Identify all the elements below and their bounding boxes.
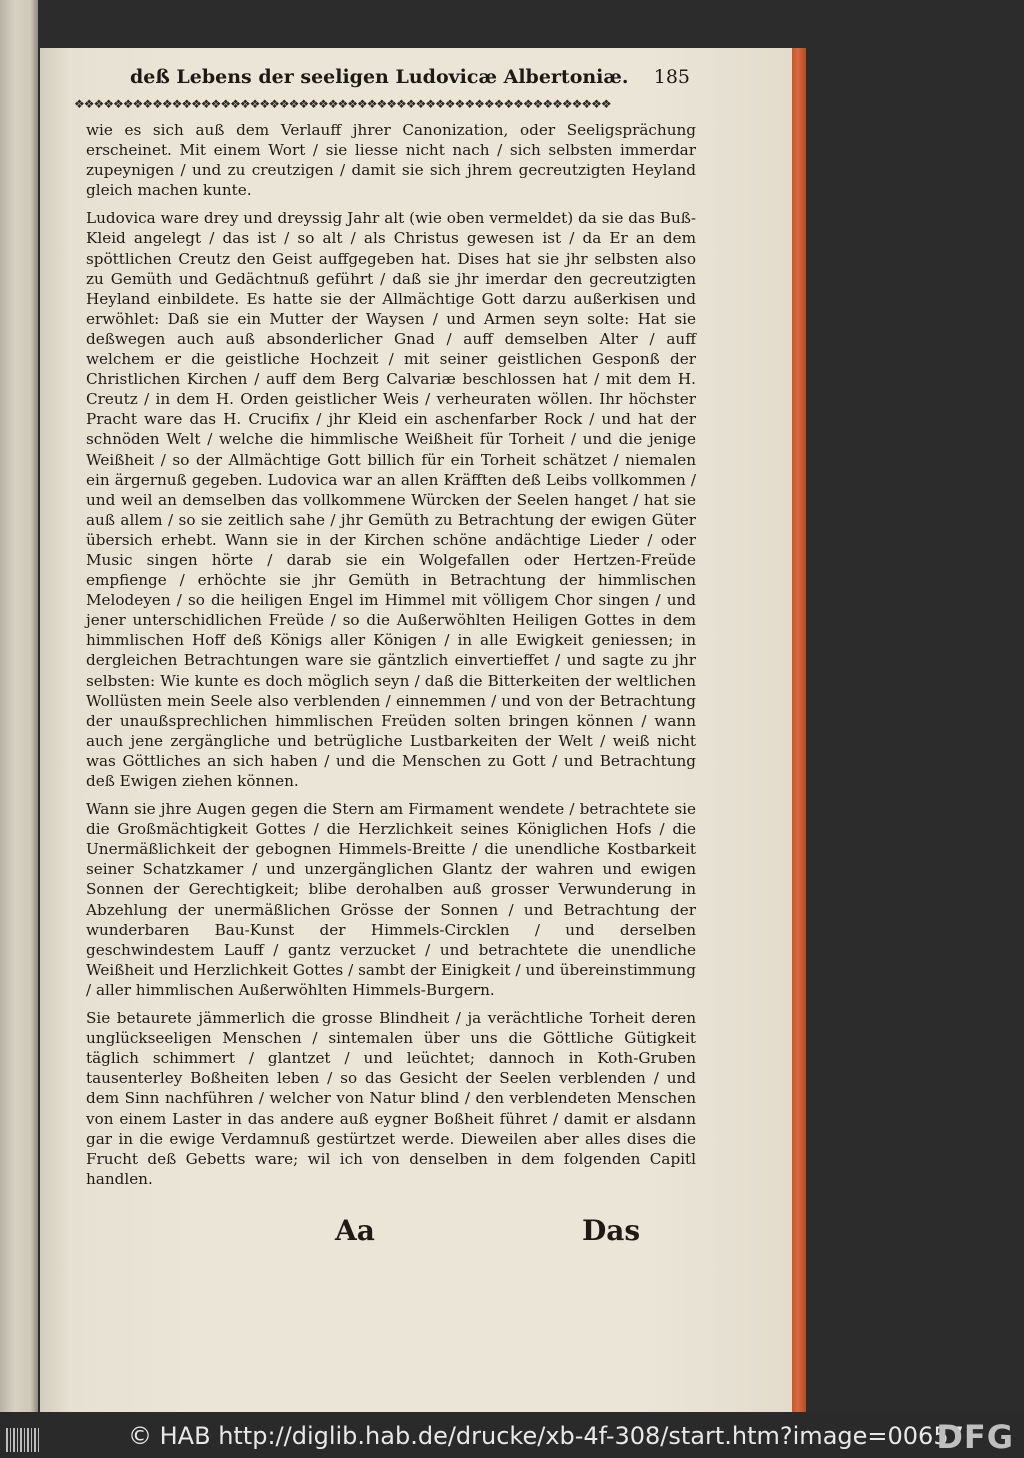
- paragraph: Wann sie jhre Augen gegen die Stern am Firmament wendete / betrachtete sie die Großmächtigkeit Gottes / die Herzlichkeit seines Königlichen Hofs / die Unermäßlichkeit der gebognen Himmels-Breitte / die unendliche Kostbarkeit seiner Schatzkamer / und unzergänglichen Glantz der wahren und ewigen Sonnen der Gerechtigkeit; blibe derohalben auß grosser Verwunderung in Abzehlung der unermäßlichen Grösse der Sonnen / und Betrachtung der wunderbaren Bau-Kunst der Himmels-Circklen / und derselben geschwindestem Lauff / gantz verzucket / und betrachtete die unendliche Weißheit und Herzlichkeit Gottes / sambt der Einigkeit / und übereinstimmung / aller himmlischen Außerwöhlten Himmels-Burgern.: [86, 800, 696, 999]
- body-text: [86, 120, 696, 1197]
- signature-mark: Aa: [335, 1214, 375, 1247]
- viewer-footer: [0, 1412, 1024, 1458]
- barcode-icon: [6, 1428, 40, 1452]
- catchword: Das: [582, 1214, 641, 1247]
- paragraph: Ludovica ware drey und dreyssig Jahr alt (wie oben vermeldet) da sie das Buß-Kleid angelegt / das ist / so alt / als Christus gewesen ist / da Er an dem spöttlichen Creutz den Geist auffgegeben hat. Dises hat sie jhr selbsten also zu Gemüth und Gedächtnuß geführt / daß sie jhr imerdar den gecreutzigten Heyland einbildete. Es hatte sie der Allmächtige Gott darzu außerkisen und erwöhlet: Daß sie ein Mutter der Waysen / und Armen seyn solte: Hat sie deßwegen auch auß absonderlicher Gnad / auff demselben Alter / auff welchem er die geistliche Hochzeit / mit seiner geistlichen Gesponß der Christlichen Kirchen / auff dem Berg Calvariæ beschlossen hat / mit dem H. Creutz / in dem H. Orden geistlicher Weis / verheuraten wöllen. Ihr höchster Pracht ware das H. Crucifix / jhr Kleid ein aschenfarber Rock / und hat der schnöden Welt / welche die himmlische Weißheit für Torheit / und die jenige Weißheit / so der Allmächtige Gott billich für ein Torheit schätzet / niemalen ein ärgernuß gegeben. Ludovica war an allen Kräfften deß Leibs vollkommen / und weil an demselben das vollkommene Würcken der Seelen hanget / hat sie auß allem / so sie zeitlich sahe / jhr Gemüth zu Betrachtung der ewigen Güter übersich erhebt. Wann sie in der Kirchen schöne andächtige Lieder / oder Music singen hörte / darab sie ein Wolgefallen oder Hertzen-Freüde empfienge / erhöchte sie jhr Gemüth in Betrachtung der himmlischen Melodeyen / so die heiligen Engel im Himmel mit völligem Chor singen / und jener unterschidlichen Freüde / so die Außerwöhlten Heiligen Gottes in dem himmlischen Hoff deß Königs aller Königen / in alle Ewigkeit geniessen; in dergleichen Betrachtungen ware sie gäntzlich einvertieffet / und sagte zu jhr selbsten: Wie kunte es doch möglich seyn / daß die Bitterkeiten der weltlichen Wollüsten mein Seele also verblenden / einnemmen / und von der Betrachtung der unaußsprechlichen himmlischen Freüden solten bringen können / wann auch jene zergängliche und betrügliche Lustbarkeiten der Welt / weiß nicht was Göttliches an sich haben / und die Menschen zu Gott / und Betrachtung deß Ewigen ziehen können.: [86, 209, 696, 790]
- image-credit-link[interactable]: © HAB http://diglib.hab.de/drucke/xb-4f-308/start.htm?image=00657: [128, 1422, 964, 1450]
- dfg-logo: DFG: [936, 1418, 1014, 1456]
- previous-page-edge: [0, 0, 38, 1412]
- running-header: [130, 66, 690, 88]
- page-number: 185: [653, 66, 690, 88]
- red-page-edge: [792, 48, 806, 1412]
- ornament-rule: ❖❖❖❖❖❖❖❖❖❖❖❖❖❖❖❖❖❖❖❖❖❖❖❖❖❖❖❖❖❖❖❖❖❖❖❖❖❖❖❖❖❖❖❖❖❖❖❖❖❖❖❖❖❖❖: [74, 98, 611, 110]
- running-title: deß Lebens der seeligen Ludovicæ Albertoniæ.: [130, 66, 629, 88]
- paragraph: wie es sich auß dem Verlauff jhrer Canonization, oder Seeligsprächung erscheinet. Mit einem Wort / sie liesse nicht nach / sich selbsten immerdar zupeynigen / und zu creutzigen / damit sie sich jhrem gecreutzigten Heyland gleich machen kunte.: [86, 121, 696, 200]
- paragraph: Sie betaurete jämmerlich die grosse Blindheit / ja verächtliche Torheit deren unglückseeligen Menschen / sintemalen über uns die Göttliche Gütigkeit täglich schimmert / glantzet / und leüchtet; dannoch in Koth-Gruben tausenterley Boßheiten leben / so das Gesicht der Seelen verblenden / und dem Sinn nachführen / welcher von Natur blind / den verblendeten Menschen von einem Laster in das andere auß eygner Boßheit führet / damit er alsdann gar in die ewige Verdamnuß gestürtzet werde. Dieweilen aber alles dises die Frucht deß Gebetts ware; wil ich von denselben in dem folgenden Capitl handlen.: [86, 1009, 696, 1188]
